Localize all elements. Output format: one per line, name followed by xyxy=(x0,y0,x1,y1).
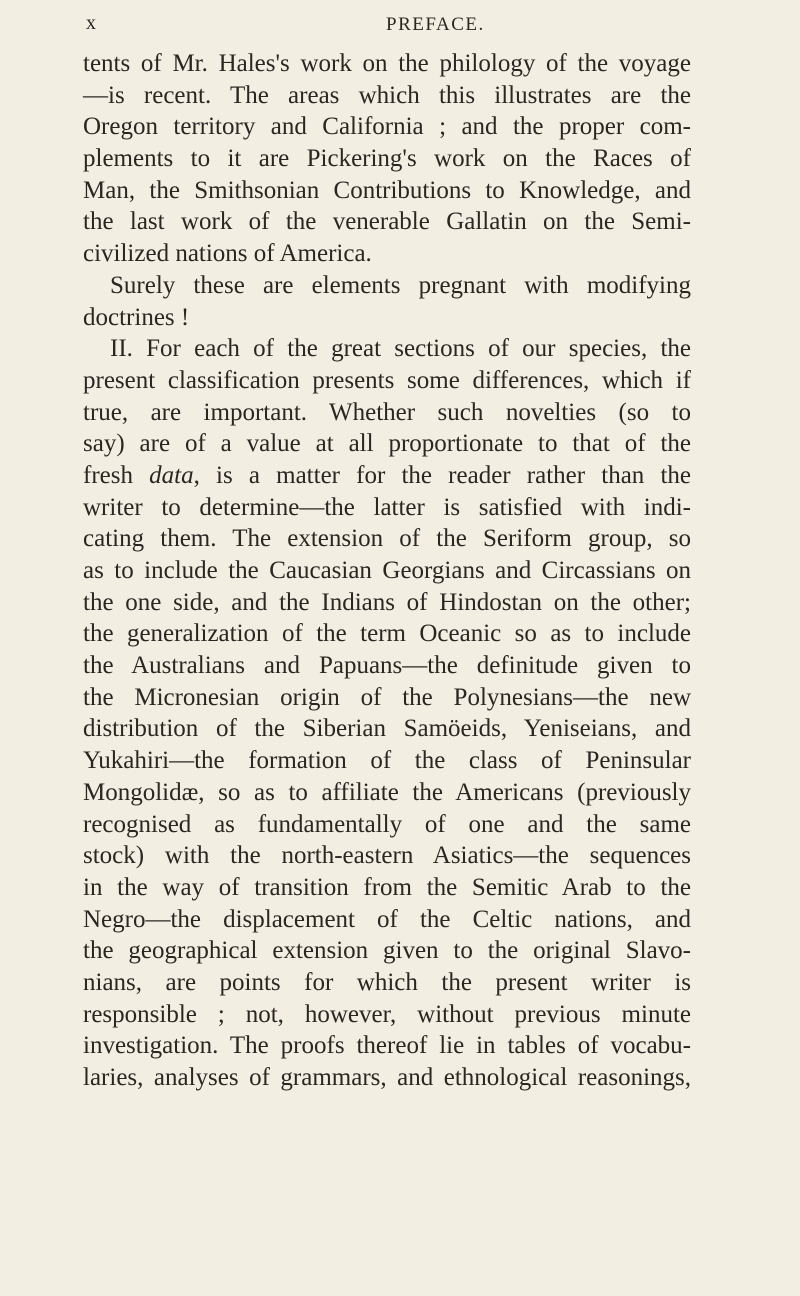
text-line: the Micronesian origin of the Polynesians—the new xyxy=(83,683,691,711)
body-text xyxy=(83,48,691,1094)
text-line: Mongolidæ, so as to affiliate the Americans (previously xyxy=(83,778,691,806)
text-line: civilized nations of America. xyxy=(83,240,372,268)
text-line: doctrines ! xyxy=(83,303,190,331)
running-head: PREFACE. xyxy=(386,14,485,35)
text-line: writer to determine—the latter is satisfied with indi- xyxy=(83,493,691,521)
text-line: the Australians and Papuans—the definitude given to xyxy=(83,652,691,680)
text-line: true, are important. Whether such novelties (so to xyxy=(83,398,691,426)
page-number: x xyxy=(86,12,97,34)
text-line: distribution of the Siberian Samöeids, Yeniseians, and xyxy=(83,715,691,743)
text-line: stock) with the north-eastern Asiatics—the sequences xyxy=(83,842,691,870)
text-line: the last work of the venerable Gallatin on the Semi- xyxy=(83,208,691,236)
text-line: responsible ; not, however, without previous minute xyxy=(83,1000,691,1028)
text-line: Surely these are elements pregnant with modifying xyxy=(110,271,691,299)
text-line xyxy=(83,460,691,492)
text-line: the generalization of the term Oceanic so as to include xyxy=(83,620,691,648)
text-line: investigation. The proofs thereof lie in tables of vocabu- xyxy=(83,1032,691,1060)
text-line: Man, the Smithsonian Contributions to Knowledge, and xyxy=(83,176,691,204)
text-line: Oregon territory and California ; and the proper com- xyxy=(83,113,691,141)
text-span: , is a matter for the reader rather than the xyxy=(193,461,691,489)
text-line: recognised as fundamentally of one and the same xyxy=(83,810,691,838)
page-header xyxy=(86,6,686,36)
text-line: Yukahiri—the formation of the class of Peninsular xyxy=(83,747,691,775)
text-line: cating them. The extension of the Seriform group, so xyxy=(83,525,691,553)
text-line: —is recent. The areas which this illustrates are the xyxy=(83,81,691,109)
text-line: in the way of transition from the Semitic Arab to the xyxy=(83,873,691,901)
text-line: present classification presents some differences, which if xyxy=(83,366,691,394)
text-line: laries, analyses of grammars, and ethnological reasonings, xyxy=(83,1064,691,1091)
text-line: tents of Mr. Hales's work on the philology of the voyage xyxy=(83,50,691,77)
text-line: plements to it are Pickering's work on the Races of xyxy=(83,145,691,173)
text-line: nians, are points for which the present writer is xyxy=(83,968,691,996)
italic-word: data xyxy=(149,461,194,489)
text-line: as to include the Caucasian Georgians and Circassians on xyxy=(83,557,691,584)
text-line: say) are of a value at all proportionate to that of the xyxy=(83,430,691,458)
text-span: fresh xyxy=(83,461,150,489)
text-line: Negro—the displacement of the Celtic nations, and xyxy=(83,905,691,933)
text-line: II. For each of the great sections of our species, the xyxy=(110,335,691,363)
text-line: the geographical extension given to the original Slavo- xyxy=(83,937,691,965)
text-line: the one side, and the Indians of Hindostan on the other; xyxy=(83,588,691,616)
